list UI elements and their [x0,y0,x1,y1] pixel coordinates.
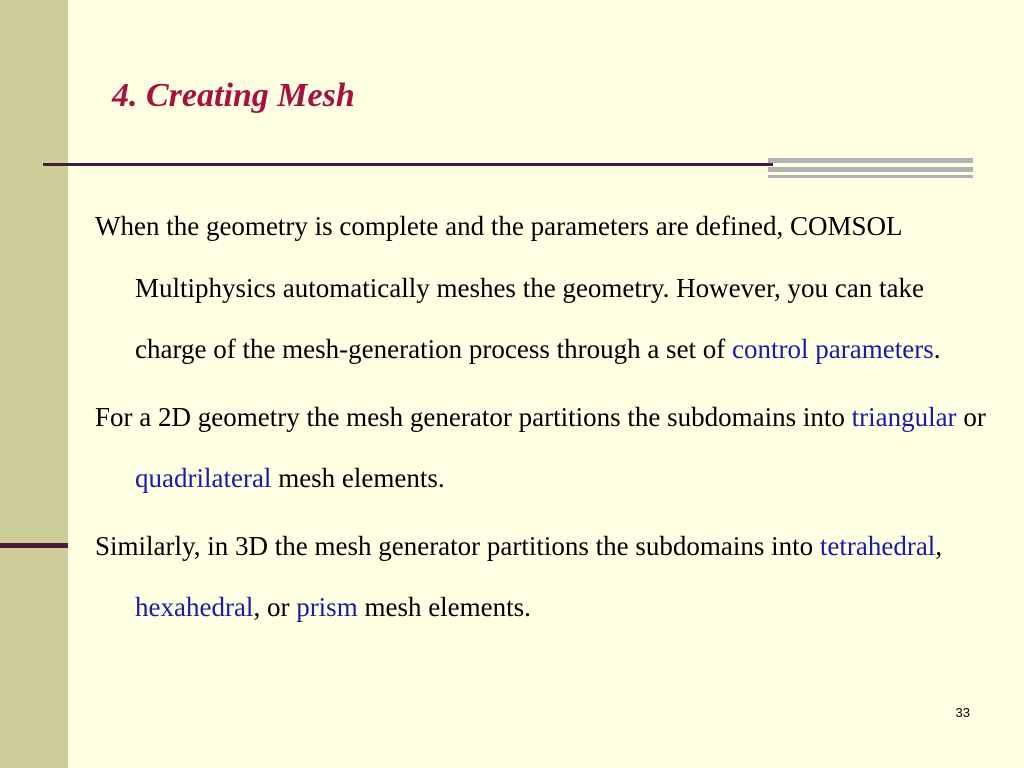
title-divider-line [43,163,773,166]
accent-bar [768,167,973,172]
page-number: 33 [955,705,970,720]
paragraph-text: Similarly, in 3D the mesh generator partitions the subdomains into [95,530,820,561]
paragraph-text: For a 2D geometry the mesh generator partitions the subdomains into [95,401,852,432]
divider-accent-bars [768,158,973,178]
paragraph-2d-mesh [95,387,995,510]
left-decorative-band [0,0,68,768]
accent-bar [768,175,973,178]
term-quadrilateral: quadrilateral [135,463,272,493]
accent-bar [768,158,973,163]
term-hexahedral: hexahedral [135,592,254,622]
paragraph-text: When the geometry is complete and the parameters are defined, COMSOL Multiphysics automatically meshes the geometry. However, you can take charge of the mesh-generation process through a set of [95,211,924,364]
paragraph-text: mesh elements. [271,463,445,493]
term-prism: prism [296,592,358,622]
paragraph-text: or [956,401,986,432]
paragraph-mesh-overview [95,196,995,381]
term-tetrahedral: tetrahedral [819,530,936,561]
paragraph-text: . [933,334,941,364]
term-control-parameters: control parameters [732,334,934,364]
paragraph-text: mesh elements. [357,592,531,622]
term-triangular: triangular [851,401,957,432]
left-band-accent-bar [0,543,68,548]
paragraph-3d-mesh [95,516,995,639]
paragraph-text: , [935,530,943,561]
paragraph-text: , or [253,592,297,622]
slide-body [95,196,995,645]
slide-title: 4. Creating Mesh [112,77,355,114]
